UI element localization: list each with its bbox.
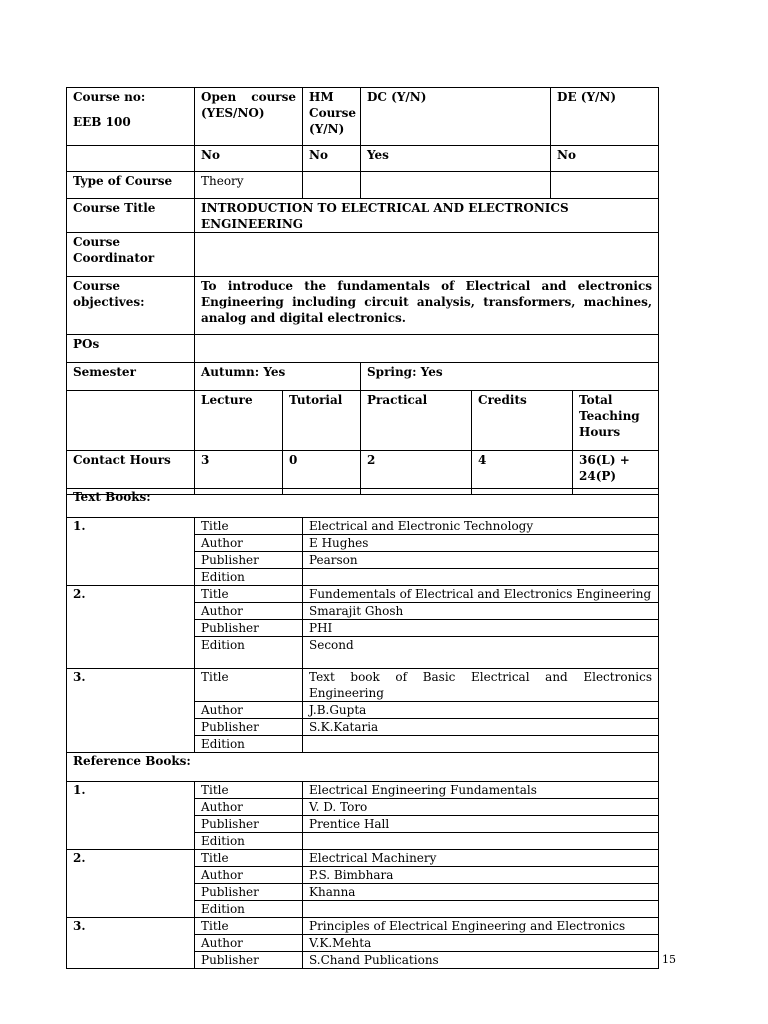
dc-label: DC (Y/N) xyxy=(361,88,551,146)
semester-label: Semester xyxy=(67,363,195,391)
book-author: E Hughes xyxy=(303,535,659,552)
field-label: Author xyxy=(195,867,303,884)
field-label: Author xyxy=(195,603,303,620)
book-number: 1. xyxy=(67,782,195,850)
field-label: Edition xyxy=(195,833,303,850)
hm-course-value: No xyxy=(303,146,361,172)
book-publisher: S.Chand Publications xyxy=(303,952,659,969)
pos-label: POs xyxy=(67,335,195,363)
contact-hours-label: Contact Hours xyxy=(67,451,195,495)
book-edition xyxy=(303,569,659,586)
field-label: Publisher xyxy=(195,816,303,833)
book-number: 2. xyxy=(67,850,195,918)
field-label: Title xyxy=(195,586,303,603)
page-number: 15 xyxy=(662,953,676,966)
field-label: Edition xyxy=(195,901,303,918)
course-title-label: Course Title xyxy=(67,199,195,233)
practical-value: 2 xyxy=(361,451,472,495)
field-label: Publisher xyxy=(195,719,303,736)
book-author: V. D. Toro xyxy=(303,799,659,816)
field-label: Edition xyxy=(195,637,303,669)
book-publisher: PHI xyxy=(303,620,659,637)
total-hours-value: 36(L) + 24(P) xyxy=(573,451,659,495)
lecture-header: Lecture xyxy=(195,391,283,451)
course-objectives-label: Course objectives: xyxy=(67,277,195,335)
course-no-value: EEB 100 xyxy=(73,115,131,129)
field-label: Edition xyxy=(195,736,303,753)
course-coordinator-value xyxy=(195,233,659,277)
book-edition xyxy=(303,833,659,850)
book-title: Fundementals of Electrical and Electronics Engineering xyxy=(303,586,659,603)
course-title-value: INTRODUCTION TO ELECTRICAL AND ELECTRONICS ENGINEERING xyxy=(195,199,659,233)
total-hours-header: Total Teaching Hours xyxy=(573,391,659,451)
book-edition xyxy=(303,901,659,918)
field-label: Author xyxy=(195,935,303,952)
book-number: 3. xyxy=(67,669,195,753)
semester-spring: Spring: Yes xyxy=(361,363,659,391)
empty-cell xyxy=(551,172,659,199)
empty-cell xyxy=(67,391,195,451)
book-publisher: S.K.Kataria xyxy=(303,719,659,736)
de-value: No xyxy=(551,146,659,172)
book-title: Electrical and Electronic Technology xyxy=(303,518,659,535)
book-author: J.B.Gupta xyxy=(303,702,659,719)
book-title: Electrical Engineering Fundamentals xyxy=(303,782,659,799)
book-number: 2. xyxy=(67,586,195,669)
book-number: 1. xyxy=(67,518,195,586)
practical-header: Practical xyxy=(361,391,472,451)
course-info-table xyxy=(66,87,659,495)
course-no-cell xyxy=(67,88,195,146)
course-no-label: Course no: xyxy=(73,90,146,104)
tutorial-header: Tutorial xyxy=(283,391,361,451)
field-label: Publisher xyxy=(195,620,303,637)
book-title: Text book of Basic Electrical and Electronics Engineering xyxy=(303,669,659,702)
field-label: Author xyxy=(195,799,303,816)
reference-books-heading: Reference Books: xyxy=(67,753,659,782)
books-table xyxy=(66,488,659,969)
dc-value: Yes xyxy=(361,146,551,172)
book-author: P.S. Bimbhara xyxy=(303,867,659,884)
open-course-label: Open course (YES/NO) xyxy=(195,88,303,146)
field-label: Edition xyxy=(195,569,303,586)
book-title: Electrical Machinery xyxy=(303,850,659,867)
field-label: Title xyxy=(195,850,303,867)
book-author: V.K.Mehta xyxy=(303,935,659,952)
lecture-value: 3 xyxy=(195,451,283,495)
book-publisher: Prentice Hall xyxy=(303,816,659,833)
field-label: Publisher xyxy=(195,884,303,901)
field-label: Title xyxy=(195,669,303,702)
field-label: Title xyxy=(195,918,303,935)
open-course-value: No xyxy=(195,146,303,172)
book-publisher: Khanna xyxy=(303,884,659,901)
course-coordinator-label: Course Coordinator xyxy=(67,233,195,277)
type-of-course-value: Theory xyxy=(195,172,303,199)
book-title: Principles of Electrical Engineering and Electronics xyxy=(303,918,659,935)
semester-autumn: Autumn: Yes xyxy=(195,363,361,391)
course-objectives-value: To introduce the fundamentals of Electrical and electronics Engineering including circuit analysis, transformers, machines, analog and digital electronics. xyxy=(195,277,659,335)
type-of-course-label: Type of Course xyxy=(67,172,195,199)
field-label: Author xyxy=(195,702,303,719)
book-number: 3. xyxy=(67,918,195,969)
field-label: Publisher xyxy=(195,952,303,969)
de-label: DE (Y/N) xyxy=(551,88,659,146)
tutorial-value: 0 xyxy=(283,451,361,495)
text-books-heading: Text Books: xyxy=(67,489,659,518)
empty-cell xyxy=(361,172,551,199)
empty-cell xyxy=(67,146,195,172)
field-label: Title xyxy=(195,518,303,535)
field-label: Publisher xyxy=(195,552,303,569)
hm-course-label: HM Course (Y/N) xyxy=(303,88,361,146)
field-label: Author xyxy=(195,535,303,552)
credits-header: Credits xyxy=(472,391,573,451)
field-label: Title xyxy=(195,782,303,799)
pos-value xyxy=(195,335,659,363)
book-author: Smarajit Ghosh xyxy=(303,603,659,620)
empty-cell xyxy=(303,172,361,199)
book-edition: Second xyxy=(303,637,659,669)
book-publisher: Pearson xyxy=(303,552,659,569)
credits-value: 4 xyxy=(472,451,573,495)
book-edition xyxy=(303,736,659,753)
